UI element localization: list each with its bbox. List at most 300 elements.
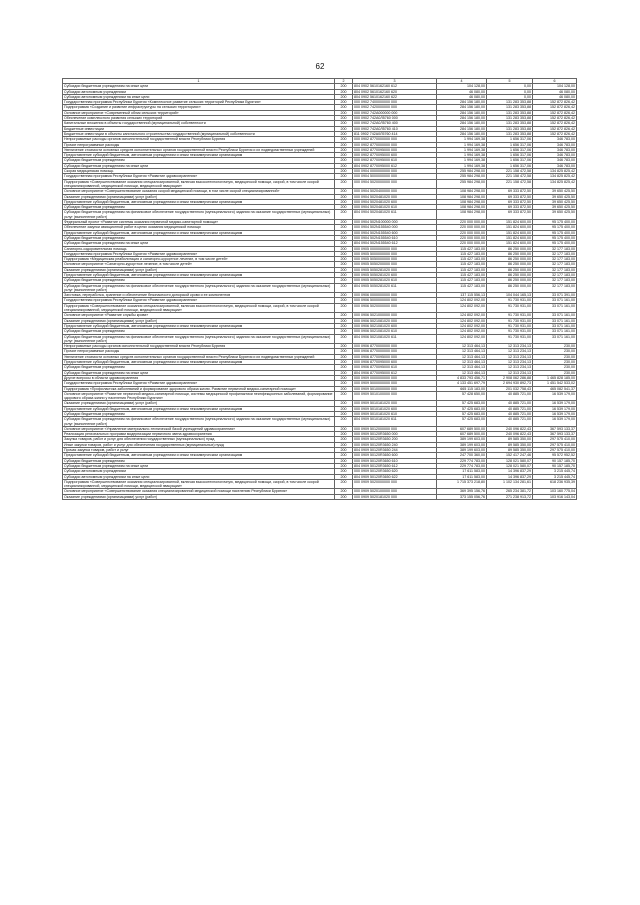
row-amount-approved: 247 700 360,00 bbox=[437, 453, 487, 458]
row-name: Увеличение стоимости основных средств исполнительных органов государственной власти Республики Бурятия и их подведомственных учреждений bbox=[63, 354, 335, 359]
row-amount-remaining: 1 451 542 533,02 bbox=[533, 381, 577, 386]
row-classifier: 000 0905 5050281020 610 bbox=[353, 278, 437, 283]
row-amount-remaining: 16 539 179,00 bbox=[533, 417, 577, 427]
row-amount-remaining: 95 175 400,00 bbox=[533, 230, 577, 235]
row-name: Субсидии бюджетным учреждениям на иные цели bbox=[63, 241, 335, 246]
row-amount-executed: 104 044 165,13 bbox=[487, 293, 533, 298]
row-code: 200 bbox=[335, 437, 353, 442]
row-code: 200 bbox=[335, 179, 353, 189]
row-classifier: 804 0902 8770095000 612 bbox=[353, 163, 437, 168]
row-amount-approved: 57 425 683,00 bbox=[437, 406, 487, 411]
row-amount-executed: 151 824 600,00 bbox=[487, 220, 533, 225]
row-amount-executed: 201 032 758,43 bbox=[487, 386, 533, 391]
row-amount-remaining: 103 160 775,04 bbox=[533, 489, 577, 494]
row-classifier: 000 0904 5020481020 000 bbox=[353, 194, 437, 199]
row-amount-remaining: 152 872 826,42 bbox=[533, 100, 577, 105]
row-classifier: 000 0909 50120R3650 610 bbox=[353, 458, 437, 463]
row-name: Подпрограмма «Совершенствование оказания специализированной, включая высокотехнологичную, медицинской помощи, скорой, в том числе скорой специализированной, медицинской помощи, медицинской эвакуации» bbox=[63, 479, 335, 489]
row-amount-remaining: 152 872 826,42 bbox=[533, 116, 577, 121]
row-name: Иные закупки товаров, работ и услуг для обеспечения государственных (муниципальных) нужд bbox=[63, 442, 335, 447]
row-amount-approved: 46 080,00 bbox=[437, 89, 487, 94]
row-amount-approved: 57 425 683,00 bbox=[437, 401, 487, 406]
row-classifier: 804 0902 5610162160 622 bbox=[353, 94, 437, 99]
row-amount-approved: 115 427 183,00 bbox=[437, 283, 487, 293]
page-number: 62 bbox=[315, 62, 325, 71]
row-code: 200 bbox=[335, 365, 353, 370]
row-amount-executed: 151 824 600,00 bbox=[487, 225, 533, 230]
row-code: 200 bbox=[335, 313, 353, 318]
row-amount-executed: 151 824 600,00 bbox=[487, 241, 533, 246]
column-header: 1 bbox=[63, 79, 335, 84]
row-amount-remaining: 90 157 185,70 bbox=[533, 463, 577, 468]
row-code: 200 bbox=[335, 205, 353, 210]
row-amount-approved: 4 833 793 456,71 bbox=[437, 375, 487, 380]
table-row bbox=[63, 391, 577, 401]
row-name: Прочие непрограммные расходы bbox=[63, 349, 335, 354]
row-code: 200 bbox=[335, 174, 353, 179]
row-classifier: 000 0909 50120R3650 240 bbox=[353, 442, 437, 447]
row-name: Непрограммные расходы органов исполнительной государственной власти Республики Бурятия bbox=[63, 344, 335, 349]
row-classifier: 000 0906 5020000000 000 bbox=[353, 303, 437, 313]
row-amount-remaining: 346 783,00 bbox=[533, 158, 577, 163]
row-amount-remaining: 152 872 826,42 bbox=[533, 121, 577, 126]
row-classifier: 000 0909 5010181020 610 bbox=[353, 412, 437, 417]
row-amount-approved: 124 802 092,00 bbox=[437, 298, 487, 303]
row-amount-remaining: 33 071 161,00 bbox=[533, 303, 577, 313]
row-amount-remaining: 367 593 133,37 bbox=[533, 432, 577, 437]
row-classifier: 804 0906 8770095000 612 bbox=[353, 370, 437, 375]
row-amount-executed: 40 885 721,00 bbox=[487, 406, 533, 411]
row-name: Субсидии бюджетным учреждениям bbox=[63, 458, 335, 463]
row-amount-approved: 1 994 169,38 bbox=[437, 158, 487, 163]
row-code: 200 bbox=[335, 293, 353, 298]
row-name: Основное мероприятие «Совершенствование оказания скорой медицинской помощи, в том числе скорой специализированной» bbox=[63, 189, 335, 194]
row-classifier: 000 0906 5021081020 610 bbox=[353, 329, 437, 334]
row-amount-approved: 284 156 180,00 bbox=[437, 110, 487, 115]
row-amount-executed: 1 656 317,06 bbox=[487, 158, 533, 163]
row-amount-remaining: 230,00 bbox=[533, 344, 577, 349]
row-code: 200 bbox=[335, 131, 353, 136]
row-amount-approved: 220 000 000,00 bbox=[437, 225, 487, 230]
row-name: Субсидии бюджетным учреждениям bbox=[63, 278, 335, 283]
row-code: 200 bbox=[335, 283, 353, 293]
row-code: 200 bbox=[335, 126, 353, 131]
row-amount-executed: 86 250 000,00 bbox=[487, 283, 533, 293]
row-amount-remaining: 32 177 183,00 bbox=[533, 257, 577, 262]
row-amount-remaining: 95 175 400,00 bbox=[533, 225, 577, 230]
row-code: 200 bbox=[335, 417, 353, 427]
row-amount-approved: 220 000 000,00 bbox=[437, 241, 487, 246]
row-amount-executed: 131 283 353,88 bbox=[487, 110, 533, 115]
row-amount-remaining: 367 593 133,37 bbox=[533, 426, 577, 431]
row-amount-approved: 284 156 180,00 bbox=[437, 116, 487, 121]
row-name: Основное мероприятие «Развитие первичной медико-санитарной помощи, системы медицинской профилактики неинфекционных заболеваний, формирование здорового образа жизни у населения Республики Бурятия» bbox=[64, 391, 333, 401]
row-amount-approved: 115 427 183,00 bbox=[437, 267, 487, 272]
row-amount-executed: 91 730 931,00 bbox=[487, 303, 533, 313]
row-amount-approved: 46 080,00 bbox=[437, 94, 487, 99]
row-classifier: 804 0905 5050281020 611 bbox=[353, 283, 437, 293]
row-name: Основное мероприятие «Санаторно-курортное лечение, в том числе детей» bbox=[63, 262, 335, 267]
row-code: 200 bbox=[335, 100, 353, 105]
row-classifier: 000 0904 502N155540 600 bbox=[353, 230, 437, 235]
row-classifier: 000 0909 50120R3650 200 bbox=[353, 437, 437, 442]
row-classifier: 804 0906 5021081020 611 bbox=[353, 334, 437, 344]
row-amount-approved: 665 115 183,00 bbox=[437, 386, 487, 391]
row-amount-approved: 284 156 180,00 bbox=[437, 121, 487, 126]
row-name: Оказание учреждениями (организациями) услуг (работ) bbox=[63, 401, 335, 406]
row-classifier: 000 0904 5020481020 600 bbox=[353, 199, 437, 204]
row-amount-executed: 86 250 000,00 bbox=[487, 267, 533, 272]
row-code: 200 bbox=[335, 469, 353, 474]
row-classifier: 000 0904 5020000000 000 bbox=[353, 179, 437, 189]
row-amount-remaining: 95 175 400,00 bbox=[533, 241, 577, 246]
row-classifier: 000 0906 8770095000 600 bbox=[353, 360, 437, 365]
row-amount-remaining: 152 872 826,42 bbox=[533, 110, 577, 115]
row-classifier: 000 0909 5010100000 000 bbox=[353, 391, 437, 401]
row-classifier: 000 0909 5012000000 000 bbox=[353, 426, 437, 431]
row-amount-approved: 12 313 464,13 bbox=[437, 354, 487, 359]
row-code: 200 bbox=[335, 278, 353, 283]
row-amount-approved: 1 994 169,38 bbox=[437, 142, 487, 147]
row-amount-executed: 131 283 353,88 bbox=[487, 105, 533, 110]
row-code: 200 bbox=[335, 257, 353, 262]
row-name: Субсидии бюджетным учреждениям на иные цели bbox=[63, 370, 335, 375]
table-row bbox=[63, 179, 577, 189]
row-amount-remaining: 32 177 183,00 bbox=[533, 246, 577, 251]
row-amount-approved: 389 199 603,00 bbox=[437, 448, 487, 453]
row-amount-remaining: 618 236 935,39 bbox=[533, 479, 577, 489]
row-amount-approved: 115 427 183,00 bbox=[437, 272, 487, 277]
budget-table bbox=[62, 78, 577, 500]
row-amount-executed: 2 908 062 286,88 bbox=[487, 375, 533, 380]
row-amount-approved: 1 994 169,38 bbox=[437, 163, 487, 168]
row-amount-approved: 115 427 183,00 bbox=[437, 278, 487, 283]
row-classifier: 000 0904 5020400000 000 bbox=[353, 189, 437, 194]
row-amount-executed: 40 885 721,00 bbox=[487, 417, 533, 427]
row-name: Основное мероприятие «Развитие службы крови» bbox=[63, 313, 335, 318]
row-classifier: 804 0902 5610162160 620 bbox=[353, 89, 437, 94]
row-name: Подпрограмма «Совершенствование оказания специализированной, включая высокотехнологичную, медицинской помощи, скорой, в том числе скорой специализированной, медицинской помощи, медицинской эвакуации» bbox=[63, 179, 335, 189]
row-classifier: 000 0909 50120R3650 620 bbox=[353, 469, 437, 474]
row-amount-remaining: 230,00 bbox=[533, 354, 577, 359]
row-classifier: 000 0902 8770095000 000 bbox=[353, 147, 437, 152]
row-name: Государственная программа Республики Бурятия «Развитие здравоохранения» bbox=[63, 298, 335, 303]
row-amount-executed: 14 396 837,29 bbox=[487, 469, 533, 474]
row-name: Основное мероприятие «Управление материально-технической базой учреждений здравоохранения» bbox=[63, 426, 335, 431]
row-classifier: 000 0906 8770000000 000 bbox=[353, 349, 437, 354]
row-amount-executed: 14 396 837,29 bbox=[487, 474, 533, 479]
row-amount-remaining: 152 872 826,42 bbox=[533, 105, 577, 110]
row-code: 200 bbox=[335, 199, 353, 204]
row-amount-approved: 12 313 464,13 bbox=[437, 370, 487, 375]
row-amount-approved: 124 802 092,00 bbox=[437, 313, 487, 318]
row-classifier: 000 0902 8770095000 610 bbox=[353, 158, 437, 163]
row-amount-remaining: 346 783,00 bbox=[533, 147, 577, 152]
row-amount-approved: 108 984 298,00 bbox=[437, 189, 487, 194]
row-code: 200 bbox=[335, 463, 353, 468]
row-name: Оказание учреждениями (организациями) услуг (работ) bbox=[63, 494, 335, 499]
row-amount-approved: 124 802 092,00 bbox=[437, 329, 487, 334]
row-amount-executed: 69 333 872,50 bbox=[487, 210, 533, 220]
row-amount-remaining: 32 177 183,00 bbox=[533, 278, 577, 283]
row-amount-approved: 284 156 180,00 bbox=[437, 131, 487, 136]
row-code: 200 bbox=[335, 344, 353, 349]
row-amount-remaining: 465 082 541,37 bbox=[533, 386, 577, 391]
row-name: Подпрограмма «Совершенствование оказания специализированной, включая высокотехнологичную, медицинской помощи, скорой, в том числе скорой специализированной, медицинской помощи, медицинской эвакуации» bbox=[63, 303, 335, 313]
row-classifier: 000 0902 742А0Л5760 400 bbox=[353, 121, 437, 126]
row-amount-remaining: 103 916 143,04 bbox=[533, 494, 577, 499]
row-amount-remaining: 32 177 183,00 bbox=[533, 283, 577, 293]
row-code: 200 bbox=[335, 432, 353, 437]
row-amount-approved: 12 313 464,13 bbox=[437, 365, 487, 370]
row-amount-approved: 17 611 583,00 bbox=[437, 474, 487, 479]
row-name: Государственная программа Республики Бурятия «Комплексное развитие сельских территорий Республики Бурятия» bbox=[63, 100, 335, 105]
row-code: 200 bbox=[335, 354, 353, 359]
row-name: Реализация региональных программ модернизации первичного звена здравоохранения bbox=[63, 432, 335, 437]
row-name: Непрограммные расходы органов исполнительной государственной власти Республики Бурятия bbox=[63, 137, 335, 142]
row-amount-remaining: 32 177 183,00 bbox=[533, 272, 577, 277]
row-amount-approved: 108 984 298,00 bbox=[437, 210, 487, 220]
row-classifier: 000 0906 5021000000 000 bbox=[353, 313, 437, 318]
row-name: Обеспечение закупки авиационной работ в целях оказания медицинской помощи bbox=[63, 225, 335, 230]
row-classifier: 804 0902 5610162160 612 bbox=[353, 84, 437, 89]
row-name: Другие вопросы в области здравоохранения bbox=[63, 375, 335, 380]
row-code: 200 bbox=[335, 406, 353, 411]
row-name: Субсидии бюджетным учреждениям bbox=[63, 158, 335, 163]
row-amount-executed: 151 824 600,00 bbox=[487, 235, 533, 240]
row-amount-approved: 255 984 298,00 bbox=[437, 179, 487, 189]
row-code: 200 bbox=[335, 381, 353, 386]
row-classifier: 000 0909 5010181020 600 bbox=[353, 406, 437, 411]
row-classifier: 000 0905 5000000000 000 bbox=[353, 251, 437, 256]
row-code: 200 bbox=[335, 474, 353, 479]
row-name: Субсидии бюджетным учреждениям bbox=[63, 412, 335, 417]
row-name: Подпрограмма «Создание и развитие инфраструктуры на сельских территориях» bbox=[63, 105, 335, 110]
row-amount-executed: 86 250 000,00 bbox=[487, 278, 533, 283]
row-amount-executed: 91 730 931,00 bbox=[487, 323, 533, 328]
row-classifier: 000 0909 0000000000 000 bbox=[353, 375, 437, 380]
row-code: 200 bbox=[335, 210, 353, 220]
row-code: 200 bbox=[335, 89, 353, 94]
row-amount-approved: 57 428 650,00 bbox=[437, 391, 487, 401]
row-classifier: 000 0904 502N100000 000 bbox=[353, 220, 437, 225]
row-amount-remaining: 46 080,00 bbox=[533, 89, 577, 94]
row-classifier: 000 0905 5050281020 000 bbox=[353, 267, 437, 272]
row-amount-executed: 240 096 822,43 bbox=[487, 426, 533, 431]
row-name: Государственная программа Республики Бурятия «Развитие здравоохранения» bbox=[63, 174, 335, 179]
row-amount-approved: 108 984 298,00 bbox=[437, 205, 487, 210]
row-classifier: 000 0909 5020181020 000 bbox=[353, 494, 437, 499]
row-amount-approved: 115 427 183,00 bbox=[437, 246, 487, 251]
row-amount-executed: 221 158 472,58 bbox=[487, 169, 533, 174]
row-amount-remaining: 33 071 161,00 bbox=[533, 329, 577, 334]
row-amount-executed: 0,00 bbox=[487, 89, 533, 94]
row-name: Прочие непрограммные расходы bbox=[63, 142, 335, 147]
row-name: Субсидии автономным учреждениям bbox=[63, 469, 335, 474]
row-amount-approved: 389 199 603,00 bbox=[437, 437, 487, 442]
row-name: Государственная программа Республики Бурятия «Развитие здравоохранения» bbox=[63, 251, 335, 256]
row-amount-approved: 369 395 156,76 bbox=[437, 489, 487, 494]
table-row bbox=[63, 283, 577, 293]
row-code: 200 bbox=[335, 267, 353, 272]
row-amount-remaining: 39 650 425,50 bbox=[533, 194, 577, 199]
table-row bbox=[63, 417, 577, 427]
row-amount-remaining: 16 539 179,00 bbox=[533, 412, 577, 417]
row-amount-remaining: 230,00 bbox=[533, 365, 577, 370]
row-amount-approved: 1 994 169,38 bbox=[437, 153, 487, 158]
row-amount-executed: 0,00 bbox=[487, 94, 533, 99]
row-classifier: 000 0905 5050000000 000 bbox=[353, 257, 437, 262]
row-name: Предоставление субсидий бюджетным, автономным учреждениям и иным некоммерческим организациям bbox=[63, 323, 335, 328]
row-amount-remaining: 39 650 425,50 bbox=[533, 199, 577, 204]
row-name: Субсидии бюджетным учреждениям bbox=[63, 365, 335, 370]
row-code: 200 bbox=[335, 230, 353, 235]
row-code: 200 bbox=[335, 426, 353, 431]
row-amount-approved: 12 313 464,13 bbox=[437, 349, 487, 354]
row-amount-remaining: 346 783,00 bbox=[533, 137, 577, 142]
row-name: Субсидии бюджетным учреждениям bbox=[63, 235, 335, 240]
row-name: Предоставление субсидий бюджетным, автономным учреждениям и иным некоммерческим организациям bbox=[63, 272, 335, 277]
row-code: 200 bbox=[335, 147, 353, 152]
row-amount-approved: 229 774 783,00 bbox=[437, 458, 487, 463]
row-amount-remaining: 16 539 179,00 bbox=[533, 401, 577, 406]
row-code: 200 bbox=[335, 349, 353, 354]
row-code: 200 bbox=[335, 137, 353, 142]
row-amount-executed: 69 333 872,50 bbox=[487, 194, 533, 199]
row-classifier: 000 0906 0000000000 000 bbox=[353, 293, 437, 298]
row-classifier: 804 0909 50120R3650 244 bbox=[353, 448, 437, 453]
row-code: 200 bbox=[335, 329, 353, 334]
row-amount-executed: 221 158 472,58 bbox=[487, 179, 533, 189]
row-amount-executed: 12 313 234,13 bbox=[487, 370, 533, 375]
row-code: 200 bbox=[335, 105, 353, 110]
row-name: Субсидии бюджетным учреждениям на финансовое обеспечение государственного (муниципального) задания на оказание государственных (муниципальных) услуг (выполнение работ) bbox=[63, 210, 335, 220]
row-classifier: 000 0909 5010000000 000 bbox=[353, 386, 437, 391]
row-amount-remaining: 33 071 391,00 bbox=[533, 293, 577, 298]
row-classifier: 000 0906 5000000000 000 bbox=[353, 298, 437, 303]
row-classifier: 000 0909 5010181020 000 bbox=[353, 401, 437, 406]
row-code: 200 bbox=[335, 158, 353, 163]
row-code: 200 bbox=[335, 386, 353, 391]
row-code: 200 bbox=[335, 225, 353, 230]
row-amount-executed: 69 333 872,50 bbox=[487, 199, 533, 204]
row-name: Предоставление субсидий бюджетным, автономным учреждениям и иным некоммерческим организациям bbox=[63, 406, 335, 411]
row-code: 200 bbox=[335, 241, 353, 246]
row-code: 200 bbox=[335, 401, 353, 406]
row-amount-approved: 137 115 556,13 bbox=[437, 293, 487, 298]
row-amount-executed: 89 585 350,00 bbox=[487, 437, 533, 442]
row-code: 200 bbox=[335, 448, 353, 453]
row-name: Оказание учреждениями (организациями) услуг (работ) bbox=[63, 267, 335, 272]
row-amount-approved: 220 000 000,00 bbox=[437, 230, 487, 235]
column-header: 2 bbox=[335, 79, 353, 84]
row-amount-remaining: 230,00 bbox=[533, 370, 577, 375]
row-amount-remaining: 297 575 410,00 bbox=[533, 448, 577, 453]
row-amount-remaining: 39 650 425,50 bbox=[533, 210, 577, 220]
row-amount-approved: 57 425 683,00 bbox=[437, 412, 487, 417]
row-name: Капитальные вложения в объекты государственной (муниципальной) собственности bbox=[63, 121, 335, 126]
row-amount-approved: 1 994 169,38 bbox=[437, 147, 487, 152]
row-amount-approved: 220 000 000,00 bbox=[437, 220, 487, 225]
row-amount-remaining: 3 215 445,74 bbox=[533, 469, 577, 474]
row-classifier: 000 0905 5050281020 600 bbox=[353, 272, 437, 277]
row-code: 200 bbox=[335, 189, 353, 194]
table-row bbox=[63, 494, 577, 499]
row-amount-remaining: 152 872 826,42 bbox=[533, 131, 577, 136]
row-amount-executed: 152 417 247,46 bbox=[487, 453, 533, 458]
row-amount-remaining: 104 128,00 bbox=[533, 84, 577, 89]
row-name: Прочая закупка товаров, работ и услуг bbox=[63, 448, 335, 453]
row-amount-executed: 12 313 234,13 bbox=[487, 354, 533, 359]
table-row bbox=[63, 210, 577, 220]
row-name: Предоставление субсидий бюджетным, автономным учреждениям и иным некоммерческим организациям bbox=[63, 230, 335, 235]
row-amount-approved: 124 802 092,00 bbox=[437, 323, 487, 328]
row-amount-executed: 1 656 317,06 bbox=[487, 142, 533, 147]
row-amount-remaining: 134 825 825,42 bbox=[533, 174, 577, 179]
row-amount-executed: 40 885 721,00 bbox=[487, 391, 533, 401]
row-amount-executed: 86 250 000,00 bbox=[487, 257, 533, 262]
row-amount-remaining: 39 650 425,50 bbox=[533, 205, 577, 210]
row-classifier: 000 0904 0000000000 000 bbox=[353, 169, 437, 174]
row-amount-approved: 284 156 180,00 bbox=[437, 100, 487, 105]
row-name: Субсидии бюджетным учреждениям на финансовое обеспечение государственного (муниципального) задания на оказание государственных (муниципальных) услуг (выполнение работ) bbox=[63, 334, 335, 344]
row-amount-approved: 1 994 169,38 bbox=[437, 137, 487, 142]
row-name: Субсидии автономным учреждениям на иные цели bbox=[63, 474, 335, 479]
row-amount-remaining: 33 071 161,00 bbox=[533, 318, 577, 323]
row-code: 200 bbox=[335, 318, 353, 323]
row-code: 200 bbox=[335, 272, 353, 277]
row-amount-executed: 1 656 317,06 bbox=[487, 137, 533, 142]
row-code: 200 bbox=[335, 94, 353, 99]
row-amount-remaining: 95 572 952,52 bbox=[533, 453, 577, 458]
row-name: Субсидии автономным учреждениям на иные цели bbox=[63, 94, 335, 99]
row-amount-approved: 124 802 092,00 bbox=[437, 334, 487, 344]
row-amount-approved: 373 155 056,76 bbox=[437, 494, 487, 499]
row-code: 200 bbox=[335, 163, 353, 168]
row-code: 200 bbox=[335, 458, 353, 463]
row-classifier: 000 0902 8770095000 600 bbox=[353, 153, 437, 158]
table-row bbox=[63, 303, 577, 313]
row-classifier: 000 0904 5000000000 000 bbox=[353, 174, 437, 179]
row-classifier: 804 0904 5020481020 611 bbox=[353, 210, 437, 220]
column-header: 3 bbox=[353, 79, 437, 84]
row-code: 200 bbox=[335, 142, 353, 147]
row-name: Субсидии бюджетным учреждениям на иные цели bbox=[63, 463, 335, 468]
row-code: 200 bbox=[335, 479, 353, 489]
row-amount-remaining: 16 539 179,00 bbox=[533, 406, 577, 411]
row-code: 200 bbox=[335, 246, 353, 251]
row-code: 200 bbox=[335, 360, 353, 365]
row-classifier: 000 0906 5021081020 000 bbox=[353, 318, 437, 323]
row-classifier: 811 0902 742А0Л5760 414 bbox=[353, 131, 437, 136]
row-code: 200 bbox=[335, 442, 353, 447]
row-code: 200 bbox=[335, 489, 353, 494]
row-classifier: 000 0902 742А0Л5760 000 bbox=[353, 116, 437, 121]
row-amount-executed: 265 234 381,72 bbox=[487, 489, 533, 494]
row-amount-executed: 1 656 317,06 bbox=[487, 147, 533, 152]
row-name: Субсидии автономным учреждениям bbox=[63, 89, 335, 94]
row-name: Оказание учреждениями (организациями) услуг (работ) bbox=[63, 194, 335, 199]
row-amount-approved: 284 156 180,00 bbox=[437, 105, 487, 110]
row-amount-remaining: 346 783,00 bbox=[533, 163, 577, 168]
row-amount-remaining: 297 575 410,00 bbox=[533, 442, 577, 447]
row-amount-executed: 89 585 350,00 bbox=[487, 448, 533, 453]
column-header: 6 bbox=[533, 79, 577, 84]
row-classifier: 000 0906 5021081020 600 bbox=[353, 323, 437, 328]
row-amount-remaining: 32 177 183,00 bbox=[533, 251, 577, 256]
row-amount-executed: 128 021 580,07 bbox=[487, 463, 533, 468]
row-code: 200 bbox=[335, 262, 353, 267]
